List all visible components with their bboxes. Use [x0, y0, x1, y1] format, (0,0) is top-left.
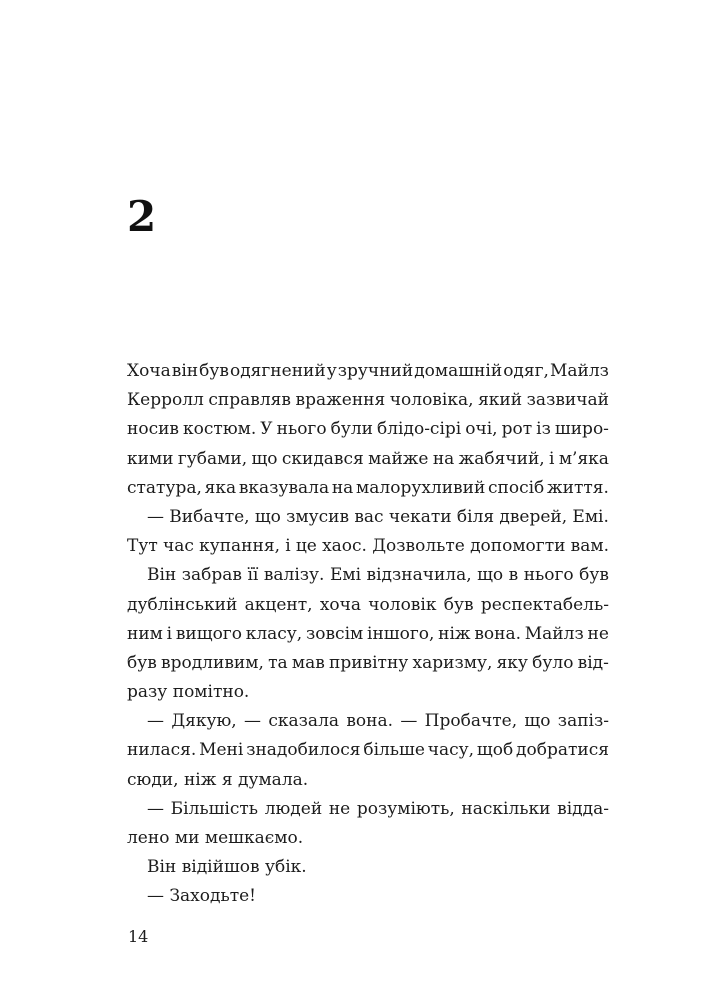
word: Він [147, 857, 177, 878]
word: відда- [557, 798, 609, 819]
word: сказала [268, 711, 339, 732]
word: яку [496, 652, 528, 673]
word: був [579, 565, 609, 586]
word: розуміють, [356, 798, 455, 819]
word: Тут [127, 536, 158, 557]
word: Емі [329, 565, 362, 586]
word: привітну [329, 652, 409, 673]
word: і [285, 536, 291, 557]
word: допомогти [470, 536, 566, 557]
word: чекати [388, 506, 452, 527]
word: що [254, 506, 281, 527]
word: разу [127, 682, 168, 703]
word: лено [127, 828, 170, 848]
word: був [443, 594, 474, 615]
word: жабячий, [458, 448, 545, 469]
word: враження [295, 390, 386, 411]
word: запіз- [557, 711, 609, 732]
word: сюди, [127, 769, 179, 790]
word: блідо-сірі [377, 419, 462, 440]
word: купання, [199, 536, 280, 557]
word: і [166, 623, 173, 644]
word: нього [276, 419, 327, 440]
text-line [127, 795, 609, 824]
word: ніж [438, 623, 471, 644]
text-line [127, 649, 609, 678]
word: ніж [183, 769, 217, 790]
word: малорухливий [356, 477, 486, 498]
word: наскільки [461, 798, 551, 819]
word: статура, [127, 477, 202, 498]
word: вона. [474, 623, 521, 644]
word: Більшість [170, 798, 259, 819]
word: дверей, [499, 506, 568, 527]
text-line [127, 386, 609, 415]
word: мешкаємо. [204, 828, 304, 848]
word: м’яка [558, 448, 609, 469]
word: респектабель- [480, 594, 609, 615]
word: її [247, 565, 259, 586]
text-line [127, 766, 609, 795]
word: акцент, [244, 594, 313, 615]
word: валізу. [263, 565, 325, 586]
word: був [199, 361, 229, 381]
word: Керролл [127, 390, 204, 411]
text-line [127, 415, 609, 444]
word: одягнений [229, 361, 326, 381]
word: очі, [465, 419, 498, 440]
word: не [328, 798, 351, 819]
word: мав [291, 652, 325, 673]
word: думала. [237, 769, 309, 790]
word: дублінський [127, 594, 238, 615]
word: біля [456, 506, 495, 527]
word: та [268, 652, 288, 673]
word: — [147, 798, 164, 819]
word: — [400, 711, 418, 732]
word: Майлз [549, 361, 609, 381]
word: носив [127, 419, 179, 440]
word: часу, [427, 740, 475, 761]
text-line [127, 678, 609, 707]
word: Він [147, 565, 177, 586]
word: було [532, 652, 574, 673]
word: вищого [175, 623, 242, 644]
word: убік. [265, 857, 307, 878]
word: відзначила, [366, 565, 472, 586]
word: в [508, 565, 519, 586]
chapter-body-text [127, 357, 609, 912]
word: кими [127, 448, 174, 469]
word: що [477, 565, 504, 586]
word: вам. [570, 536, 609, 557]
word: Майлз [524, 623, 584, 644]
word: вродливим, [161, 652, 264, 673]
word: костюм. [183, 419, 257, 440]
word: я [221, 769, 233, 790]
text-line [127, 445, 609, 474]
word: зовсім [305, 623, 364, 644]
word: і [549, 448, 555, 469]
word: добратися [516, 740, 609, 761]
word: хоча [319, 594, 362, 615]
word: людей [264, 798, 323, 819]
word: життя. [547, 477, 609, 498]
word: більше [363, 740, 425, 761]
word: класу, [245, 623, 303, 644]
word: були [330, 419, 373, 440]
text-line [127, 532, 609, 561]
text-line [127, 824, 609, 853]
word: Емі. [572, 506, 609, 527]
word: змусив [286, 506, 350, 527]
word: губами, [177, 448, 248, 469]
text-line [127, 503, 609, 532]
word: зручний [337, 361, 414, 381]
word: Хоча [127, 361, 171, 381]
word: — [147, 506, 164, 527]
word: знадобилося [246, 740, 361, 761]
text-line [127, 357, 609, 386]
word: на [331, 477, 354, 498]
word: чоловіка, [389, 390, 474, 411]
word: спосіб [488, 477, 545, 498]
word: помітно. [172, 682, 250, 703]
word: щоб [476, 740, 514, 761]
word: — [244, 711, 262, 732]
word: із [536, 419, 551, 440]
word: нього [523, 565, 574, 586]
text-line [127, 474, 609, 503]
word: вас [354, 506, 384, 527]
word: домашній [414, 361, 503, 381]
word: Мені [199, 740, 244, 761]
word: Заходьте! [169, 886, 257, 907]
word: час [162, 536, 194, 557]
word: це [295, 536, 317, 557]
word: забрав [181, 565, 242, 586]
word: — [147, 886, 164, 907]
word: нилася. [127, 740, 197, 761]
word: ним [127, 623, 163, 644]
word: чоловік [368, 594, 437, 615]
page-number: 14 [128, 927, 149, 946]
word: Вибачте, [169, 506, 250, 527]
word: що [524, 711, 551, 732]
word: майже [368, 448, 429, 469]
word: хаос. [322, 536, 367, 557]
word: не [587, 623, 609, 644]
word: що [251, 448, 278, 469]
word: ми [174, 828, 200, 848]
text-line [127, 882, 609, 911]
word: Дякую, [171, 711, 237, 732]
word: на [432, 448, 455, 469]
word: у [326, 361, 337, 381]
word: скидався [281, 448, 364, 469]
word: який [478, 390, 523, 411]
word: вона. [346, 711, 394, 732]
word: справляв [208, 390, 291, 411]
text-line [127, 620, 609, 649]
word: він [171, 361, 199, 381]
word: широ- [554, 419, 609, 440]
text-line [127, 853, 609, 882]
word: рот [501, 419, 533, 440]
text-line [127, 591, 609, 620]
word: яка [204, 477, 237, 498]
text-line [127, 736, 609, 765]
word: одяг, [503, 361, 549, 381]
word: харизму, [412, 652, 493, 673]
word: — [147, 711, 164, 732]
text-line [127, 707, 609, 736]
chapter-number: 2 [127, 192, 157, 241]
word: вказувала [238, 477, 330, 498]
word: зазвичай [526, 390, 609, 411]
text-line [127, 561, 609, 590]
word: Дозвольте [372, 536, 465, 557]
word: Пробачте, [424, 711, 518, 732]
word: від- [577, 652, 609, 673]
word: був [127, 652, 157, 673]
word: іншого, [367, 623, 435, 644]
word: У [260, 419, 273, 440]
word: відійшов [181, 857, 260, 878]
